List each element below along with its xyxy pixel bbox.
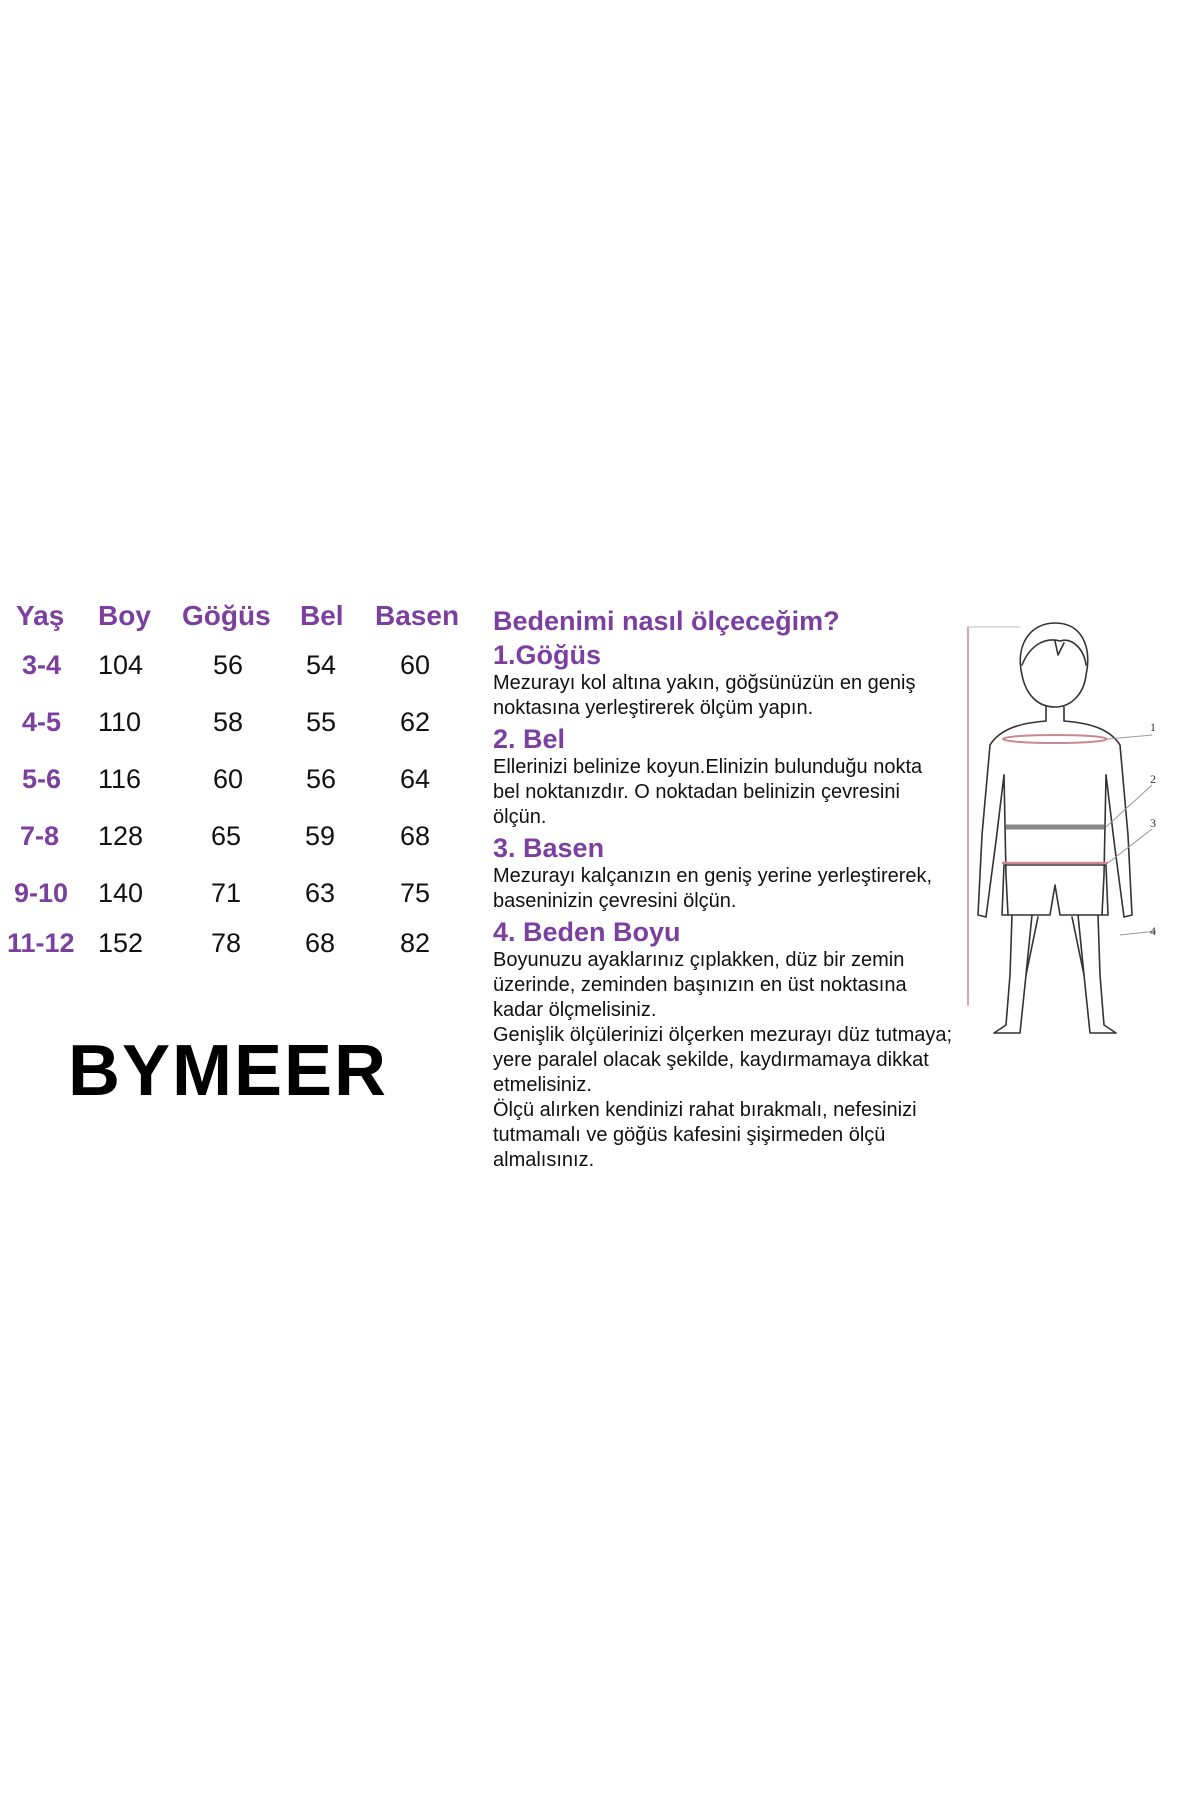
cell-height: 110 — [98, 707, 142, 737]
marker-1: 1 — [1150, 720, 1156, 734]
header-height: Boy — [98, 600, 151, 631]
cell-age: 4-5 — [22, 707, 62, 737]
section-text-height: Boyunuzu ayaklarınız çıplakken, düz bir zemin üzerinde, zeminden başınızın en üst noktasına kadar ölçmelisiniz. Genişlik ölçülerinizi ölçerken mezurayı düz tutmaya; yere paralel olacak şekilde, kaydırmamaya dikkat etmelisiniz. Ölçü alırken kendinizi rahat bırakmalı, nefesinizi tutmamalı ve göğüs kafesini şişirmeden ölçü almalısınız. — [493, 949, 953, 1171]
cell-hip: 68 — [400, 821, 431, 851]
table-row — [0, 650, 480, 690]
section-heading-height: 4. Beden Boyu — [493, 917, 681, 947]
table-row — [0, 878, 480, 918]
cell-hip: 75 — [400, 878, 431, 908]
marker-2: 2 — [1150, 772, 1156, 786]
table-row — [0, 764, 480, 804]
table-row — [0, 928, 480, 968]
section-heading-hip: 3. Basen — [493, 833, 605, 863]
cell-chest: 56 — [213, 650, 244, 680]
cell-height: 116 — [98, 764, 142, 794]
cell-waist: 55 — [306, 707, 337, 737]
header-chest: Göğüs — [182, 600, 271, 631]
measurement-guide — [493, 605, 973, 1173]
cell-hip: 62 — [400, 707, 431, 737]
cell-age: 7-8 — [20, 821, 60, 851]
cell-chest: 71 — [211, 878, 242, 908]
cell-waist: 63 — [305, 878, 336, 908]
cell-height: 128 — [98, 821, 144, 851]
cell-chest: 60 — [213, 764, 244, 794]
cell-age: 3-4 — [22, 650, 62, 680]
cell-age: 5-6 — [22, 764, 62, 794]
table-row — [0, 707, 480, 747]
cell-height: 152 — [98, 928, 144, 958]
cell-waist: 59 — [305, 821, 336, 851]
cell-age: 11-12 — [7, 928, 75, 958]
section-text-hip: Mezurayı kalçanızın en geniş yerine yerleştirerek, baseninizin çevresini ölçün. — [493, 865, 933, 912]
header-waist: Bel — [300, 600, 344, 631]
section-heading-waist: 2. Bel — [493, 724, 566, 754]
marker-4: 4 — [1150, 924, 1156, 938]
guide-title: Bedenimi nasıl ölçeceğim? — [493, 606, 840, 636]
marker-3: 3 — [1150, 816, 1156, 830]
header-age: Yaş — [16, 600, 65, 631]
cell-chest: 65 — [211, 821, 242, 851]
section-text-waist: Ellerinizi belinize koyun.Elinizin bulunduğu nokta bel noktanızdır. O noktadan belinizin çevresini ölçün. — [493, 756, 923, 828]
cell-age: 9-10 — [14, 878, 69, 908]
cell-height: 104 — [98, 650, 144, 680]
cell-waist: 68 — [305, 928, 336, 958]
section-text-chest: Mezurayı kol altına yakın, göğsünüzün en geniş noktasına yerleştirerek ölçüm yapın. — [493, 672, 916, 719]
header-hip: Basen — [375, 600, 460, 631]
cell-hip: 64 — [400, 764, 431, 794]
table-row — [0, 821, 480, 861]
cell-waist: 54 — [306, 650, 337, 680]
brand-logo: BYMEER — [68, 1031, 389, 1111]
cell-chest: 58 — [213, 707, 244, 737]
cell-hip: 60 — [400, 650, 431, 680]
cell-chest: 78 — [211, 928, 242, 958]
cell-height: 140 — [98, 878, 144, 908]
section-heading-chest: 1.Göğüs — [493, 640, 602, 670]
cell-waist: 56 — [306, 764, 337, 794]
child-measurement-figure — [960, 615, 1160, 1045]
cell-hip: 82 — [400, 928, 431, 958]
